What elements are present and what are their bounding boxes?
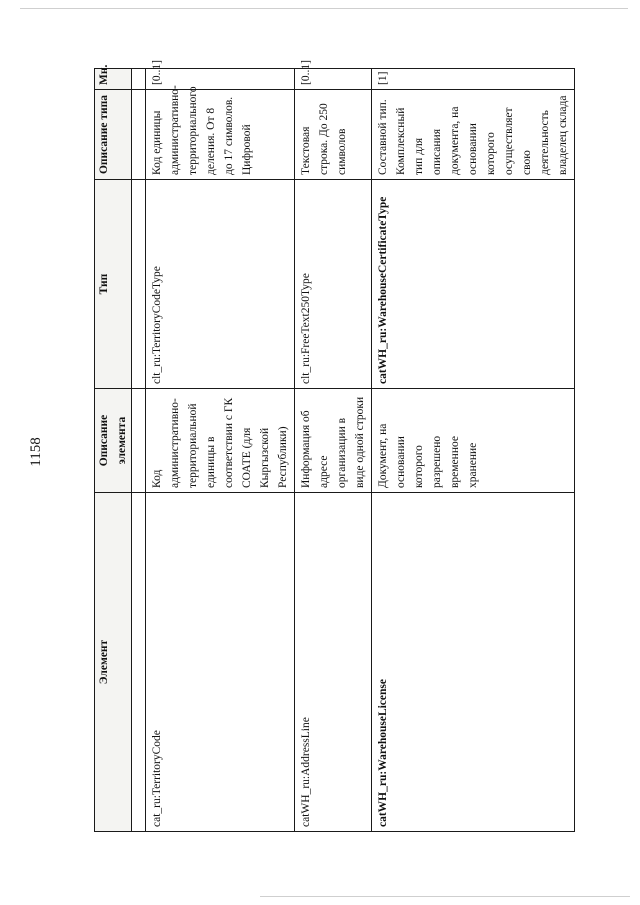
cell-element: catWH_ru:WarehouseLicense bbox=[372, 493, 575, 832]
table-header-row bbox=[95, 69, 132, 832]
header-type-description: Описание типа bbox=[95, 90, 132, 180]
spacer-cell bbox=[132, 69, 146, 90]
table-row bbox=[372, 69, 575, 832]
table-row bbox=[146, 69, 295, 832]
cell-multiplicity: [0..1] bbox=[146, 69, 295, 90]
spacer-cell bbox=[132, 493, 146, 832]
cell-type-description: Составной тип. Комплексный тип для описания документа, на основании которого осуществляет свою деятельность владелец склада bbox=[372, 90, 575, 180]
cell-type-description: Код единицы административно-территориального деления. От 8 до 17 символов. Цифровой bbox=[146, 90, 295, 180]
table-row bbox=[295, 69, 372, 832]
cell-element-description: Информация об адресе организации в виде одной строки bbox=[295, 389, 372, 493]
spacer-cell bbox=[132, 90, 146, 180]
cell-type: clt_ru:FreeText250Type bbox=[295, 180, 372, 389]
cell-type: clt_ru:TerritoryCodeType bbox=[146, 180, 295, 389]
cell-element-description: Документ, на основании которого разрешено временное хранение bbox=[372, 389, 575, 493]
header-type: Тип bbox=[95, 180, 132, 389]
header-multiplicity: Мн. bbox=[95, 69, 132, 90]
cell-element: cat_ru:TerritoryCode bbox=[146, 493, 295, 832]
cell-multiplicity: [1] bbox=[372, 69, 575, 90]
cell-type-description: Текстовая строка. До 250 символов bbox=[295, 90, 372, 180]
cell-element-description: Код административно-территориальной единицы в соответствии с ГК СОАТЕ (для Кыргызской Республики) bbox=[146, 389, 295, 493]
document-table-container bbox=[94, 60, 569, 832]
header-element-description: Описание элемента bbox=[95, 389, 132, 493]
top-rule bbox=[20, 8, 628, 9]
cell-multiplicity: [0..1] bbox=[295, 69, 372, 90]
spacer-cell bbox=[132, 389, 146, 493]
bottom-rule bbox=[260, 896, 630, 897]
spacer-cell bbox=[132, 180, 146, 389]
cell-type: catWH_ru:WarehouseCertificateType bbox=[372, 180, 575, 389]
page-number: 1158 bbox=[28, 437, 44, 467]
table-spacer-row bbox=[132, 69, 146, 832]
header-element: Элемент bbox=[95, 493, 132, 832]
cell-element: catWH_ru:AddressLine bbox=[295, 493, 372, 832]
element-table bbox=[94, 60, 575, 832]
